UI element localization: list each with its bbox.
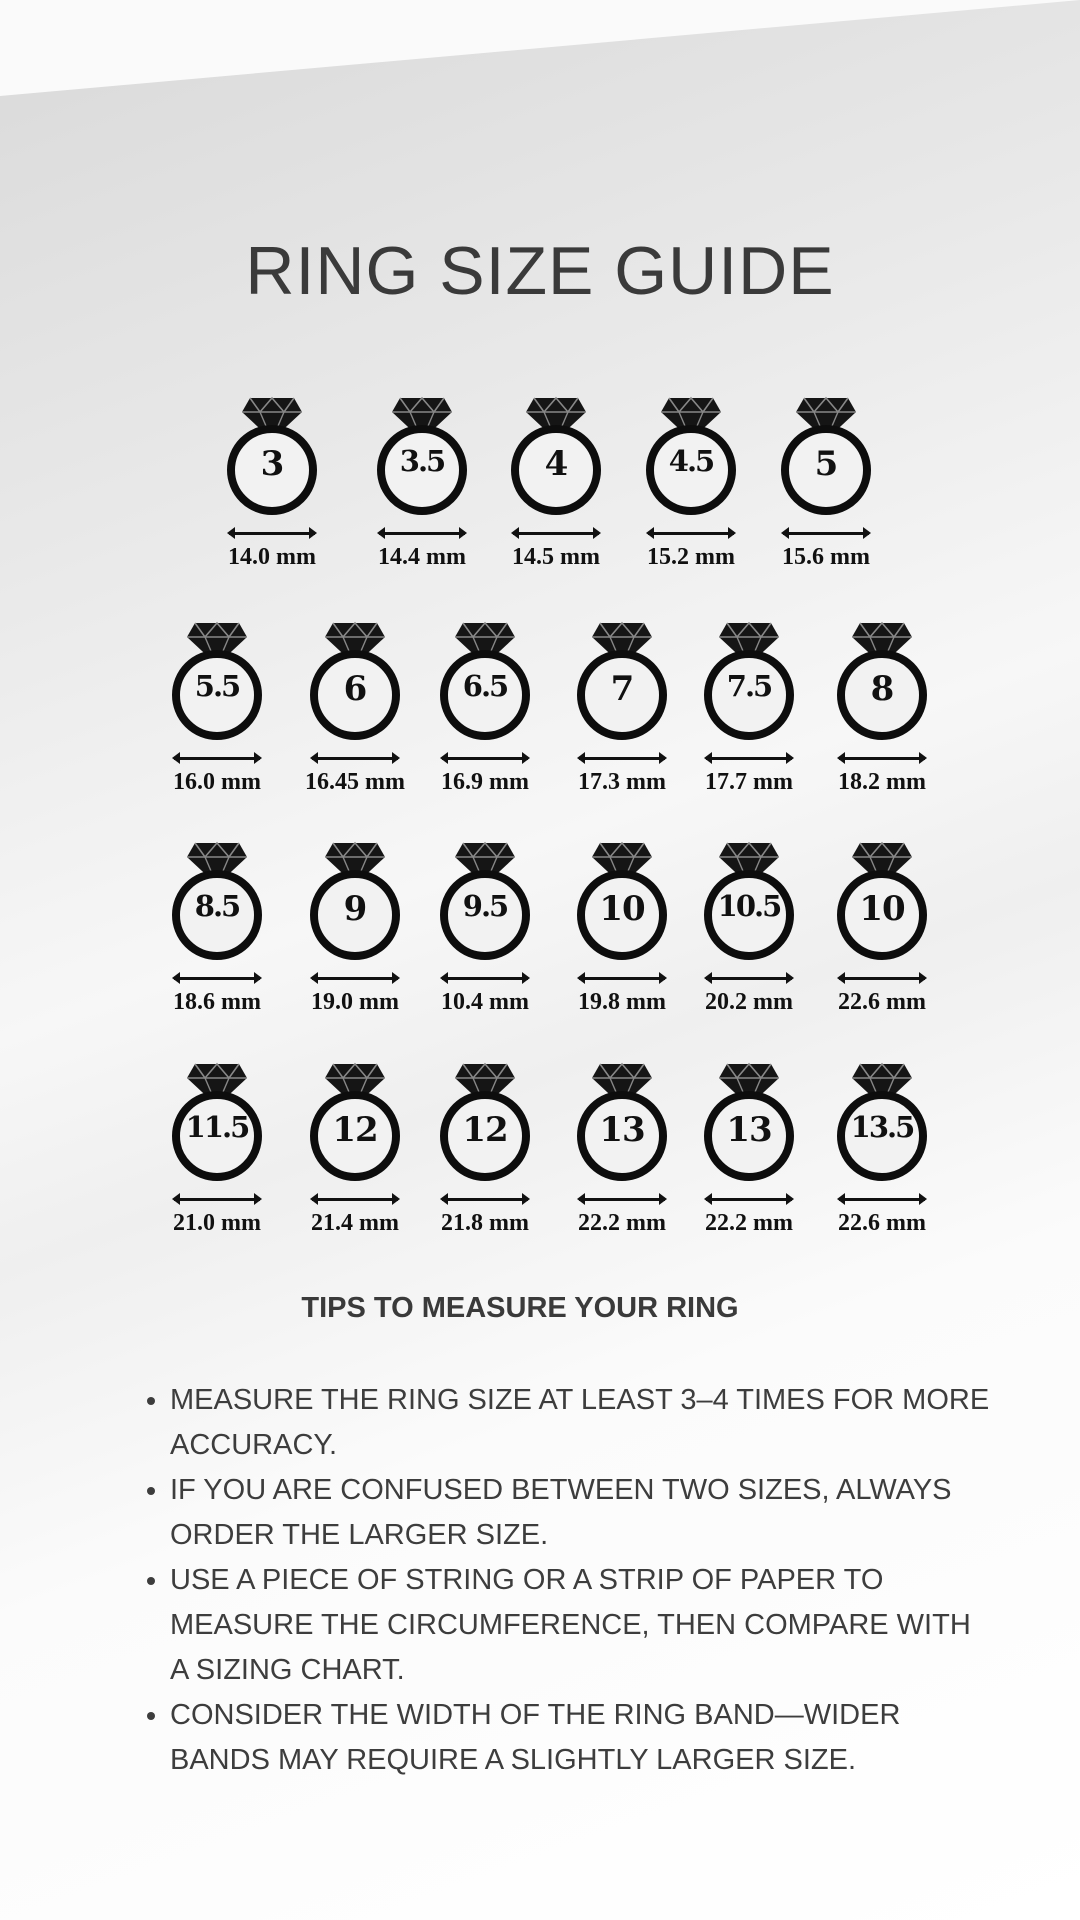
ring-size-number: 8 bbox=[870, 669, 894, 709]
ring-size-item bbox=[626, 392, 756, 582]
ring-size-item bbox=[557, 617, 687, 807]
ring-size-number: 3 bbox=[260, 444, 284, 484]
tip-item: • USE A PIECE OF STRING OR A STRIP OF PAPER TO MEASURE THE CIRCUMFERENCE, THEN COMPARE WITH A SIZING CHART. bbox=[170, 1558, 990, 1693]
ring-size-number: 12 bbox=[332, 1110, 378, 1150]
diameter-arrow-icon bbox=[442, 1198, 528, 1201]
tip-item: • CONSIDER THE WIDTH OF THE RING BAND—WIDER BANDS MAY REQUIRE A SLIGHTLY LARGER SIZE. bbox=[170, 1693, 990, 1783]
ring-diameter-label: 18.2 mm bbox=[838, 769, 926, 795]
ring-diameter-label: 21.0 mm bbox=[173, 1210, 261, 1236]
ring-size-number: 12 bbox=[462, 1110, 508, 1150]
diameter-arrow-icon bbox=[174, 757, 260, 760]
ring-size-number: 5 bbox=[814, 444, 838, 484]
ring-size-number: 6.5 bbox=[462, 669, 508, 703]
ring-row bbox=[0, 1058, 1080, 1248]
ring-diameter-label: 22.2 mm bbox=[578, 1210, 666, 1236]
ring-size-number: 11.5 bbox=[185, 1110, 249, 1144]
ring-size-number: 4 bbox=[544, 444, 568, 484]
ring-row bbox=[0, 837, 1080, 1027]
ring-size-item bbox=[491, 392, 621, 582]
ring-size-item bbox=[817, 1058, 947, 1248]
diameter-arrow-icon bbox=[312, 977, 398, 980]
ring-size-item bbox=[684, 617, 814, 807]
ring-diameter-label: 15.2 mm bbox=[647, 544, 735, 570]
ring-diameter-label: 14.4 mm bbox=[378, 544, 466, 570]
ring-diameter-label: 18.6 mm bbox=[173, 989, 261, 1015]
ring-size-number: 7.5 bbox=[726, 669, 772, 703]
diameter-arrow-icon bbox=[839, 1198, 925, 1201]
ring-size-item bbox=[817, 837, 947, 1027]
tip-item: • MEASURE THE RING SIZE AT LEAST 3–4 TIMES FOR MORE ACCURACY. bbox=[170, 1378, 990, 1468]
diameter-arrow-icon bbox=[839, 757, 925, 760]
ring-size-item bbox=[684, 1058, 814, 1248]
diameter-arrow-icon bbox=[379, 532, 465, 535]
ring-size-item bbox=[557, 837, 687, 1027]
diameter-arrow-icon bbox=[579, 1198, 665, 1201]
diameter-arrow-icon bbox=[783, 532, 869, 535]
ring-size-number: 13 bbox=[726, 1110, 772, 1150]
ring-size-item bbox=[357, 392, 487, 582]
ring-row bbox=[0, 392, 1080, 582]
diameter-arrow-icon bbox=[706, 1198, 792, 1201]
ring-diameter-label: 14.0 mm bbox=[228, 544, 316, 570]
diameter-arrow-icon bbox=[579, 977, 665, 980]
ring-size-number: 10 bbox=[599, 889, 645, 929]
ring-diameter-label: 15.6 mm bbox=[782, 544, 870, 570]
ring-row bbox=[0, 617, 1080, 807]
ring-size-item bbox=[290, 1058, 420, 1248]
tips-list bbox=[140, 1378, 990, 1783]
ring-size-item bbox=[207, 392, 337, 582]
ring-size-number: 5.5 bbox=[194, 669, 240, 703]
ring-diameter-label: 20.2 mm bbox=[705, 989, 793, 1015]
diameter-arrow-icon bbox=[442, 977, 528, 980]
ring-diameter-label: 17.3 mm bbox=[578, 769, 666, 795]
ring-size-number: 8.5 bbox=[194, 889, 240, 923]
ring-size-number: 6 bbox=[343, 669, 367, 709]
diameter-arrow-icon bbox=[442, 757, 528, 760]
background-corner bbox=[0, 0, 1080, 110]
ring-diameter-label: 21.8 mm bbox=[441, 1210, 529, 1236]
diameter-arrow-icon bbox=[839, 977, 925, 980]
ring-diameter-label: 19.0 mm bbox=[311, 989, 399, 1015]
ring-size-item bbox=[420, 837, 550, 1027]
ring-diameter-label: 14.5 mm bbox=[512, 544, 600, 570]
ring-diameter-label: 16.0 mm bbox=[173, 769, 261, 795]
ring-size-item bbox=[420, 1058, 550, 1248]
ring-diameter-label: 22.6 mm bbox=[838, 1210, 926, 1236]
ring-diameter-label: 17.7 mm bbox=[705, 769, 793, 795]
ring-size-number: 4.5 bbox=[668, 444, 714, 478]
ring-size-item bbox=[152, 837, 282, 1027]
ring-size-number: 10 bbox=[859, 889, 905, 929]
ring-size-number: 10.5 bbox=[717, 889, 781, 923]
ring-diameter-label: 22.2 mm bbox=[705, 1210, 793, 1236]
diameter-arrow-icon bbox=[174, 1198, 260, 1201]
ring-size-number: 3.5 bbox=[399, 444, 445, 478]
diameter-arrow-icon bbox=[648, 532, 734, 535]
ring-size-item bbox=[684, 837, 814, 1027]
diameter-arrow-icon bbox=[312, 757, 398, 760]
ring-diameter-label: 19.8 mm bbox=[578, 989, 666, 1015]
diameter-arrow-icon bbox=[174, 977, 260, 980]
tip-item: • IF YOU ARE CONFUSED BETWEEN TWO SIZES, ALWAYS ORDER THE LARGER SIZE. bbox=[170, 1468, 990, 1558]
ring-diameter-label: 22.6 mm bbox=[838, 989, 926, 1015]
ring-size-number: 13 bbox=[599, 1110, 645, 1150]
ring-size-item bbox=[817, 617, 947, 807]
ring-diameter-label: 16.9 mm bbox=[441, 769, 529, 795]
ring-size-item bbox=[761, 392, 891, 582]
ring-size-item bbox=[152, 1058, 282, 1248]
ring-size-number: 9.5 bbox=[462, 889, 508, 923]
ring-diameter-label: 21.4 mm bbox=[311, 1210, 399, 1236]
ring-size-number: 13.5 bbox=[850, 1110, 914, 1144]
diameter-arrow-icon bbox=[706, 757, 792, 760]
ring-size-number: 9 bbox=[343, 889, 367, 929]
page-title: RING SIZE GUIDE bbox=[245, 233, 835, 309]
ring-size-item bbox=[290, 617, 420, 807]
ring-diameter-label: 16.45 mm bbox=[305, 769, 405, 795]
diameter-arrow-icon bbox=[706, 977, 792, 980]
ring-diameter-label: 10.4 mm bbox=[441, 989, 529, 1015]
diameter-arrow-icon bbox=[579, 757, 665, 760]
ring-size-number: 7 bbox=[610, 669, 634, 709]
ring-size-item bbox=[152, 617, 282, 807]
ring-size-item bbox=[290, 837, 420, 1027]
diameter-arrow-icon bbox=[229, 532, 315, 535]
ring-size-item bbox=[557, 1058, 687, 1248]
diameter-arrow-icon bbox=[513, 532, 599, 535]
ring-size-item bbox=[420, 617, 550, 807]
diameter-arrow-icon bbox=[312, 1198, 398, 1201]
tips-heading: TIPS TO MEASURE YOUR RING bbox=[301, 1292, 739, 1324]
